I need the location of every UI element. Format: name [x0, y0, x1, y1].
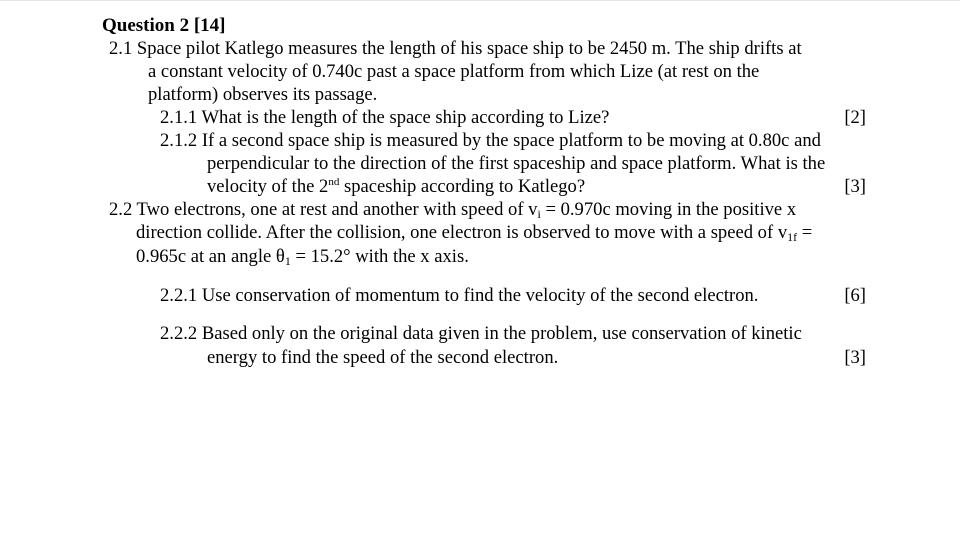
q2-1-1-text: 2.1.1 What is the length of the space ship according to Lize? [160, 107, 610, 128]
subscript-1f: 1f [787, 230, 798, 244]
q2-1-2-marks: [3] [844, 176, 866, 197]
q2-2-line-1-pre: 2.2 Two electrons, one at rest and another with speed of v [109, 199, 538, 220]
q2-2-2-line-1: 2.2.2 Based only on the original data given in the problem, use conservation of kinetic [160, 323, 802, 344]
q2-2-line-3-pre: 0.965c at an angle θ [136, 246, 285, 267]
question-title: Question 2 [14] [102, 15, 226, 36]
q2-2-line-1 [109, 199, 796, 221]
q2-2-line-3 [136, 246, 469, 268]
q2-2-line-1-post: = 0.970c moving in the positive x [540, 199, 797, 220]
q2-1-2-line-2: perpendicular to the direction of the first spaceship and space platform. What is the [207, 153, 826, 174]
q2-2-2-marks: [3] [844, 347, 866, 368]
q2-2-1-marks: [6] [844, 285, 866, 306]
subscript-i: i [537, 207, 541, 221]
q2-1-line-2: a constant velocity of 0.740c past a space platform from which Lize (at rest on the [148, 61, 760, 82]
q2-1-1-marks: [2] [844, 107, 866, 128]
q2-1-line-1: 2.1 Space pilot Katlego measures the length of his space ship to be 2450 m. The ship drifts at [109, 38, 802, 59]
q2-1-2-line-3 [207, 176, 585, 198]
q2-2-1-text: 2.2.1 Use conservation of momentum to find the velocity of the second electron. [160, 285, 759, 306]
q2-2-2-line-2: energy to find the speed of the second electron. [207, 347, 559, 368]
q2-2-line-2 [136, 222, 812, 244]
subscript-1: 1 [284, 254, 291, 268]
q2-1-2-line-1: 2.1.2 If a second space ship is measured by the space platform to be moving at 0.80c and [160, 130, 821, 151]
q2-1-2-line-3-post: spaceship according to Katlego? [339, 176, 586, 197]
ordinal-suffix: nd [328, 176, 340, 188]
q2-2-line-2-post: = [797, 222, 813, 243]
q2-1-line-3: platform) observes its passage. [148, 84, 378, 105]
q2-2-line-3-post: = 15.2° with the x axis. [290, 246, 469, 267]
q2-1-2-line-3-pre: velocity of the 2 [207, 176, 329, 197]
q2-2-line-2-pre: direction collide. After the collision, one electron is observed to move with a speed of v [136, 222, 788, 243]
